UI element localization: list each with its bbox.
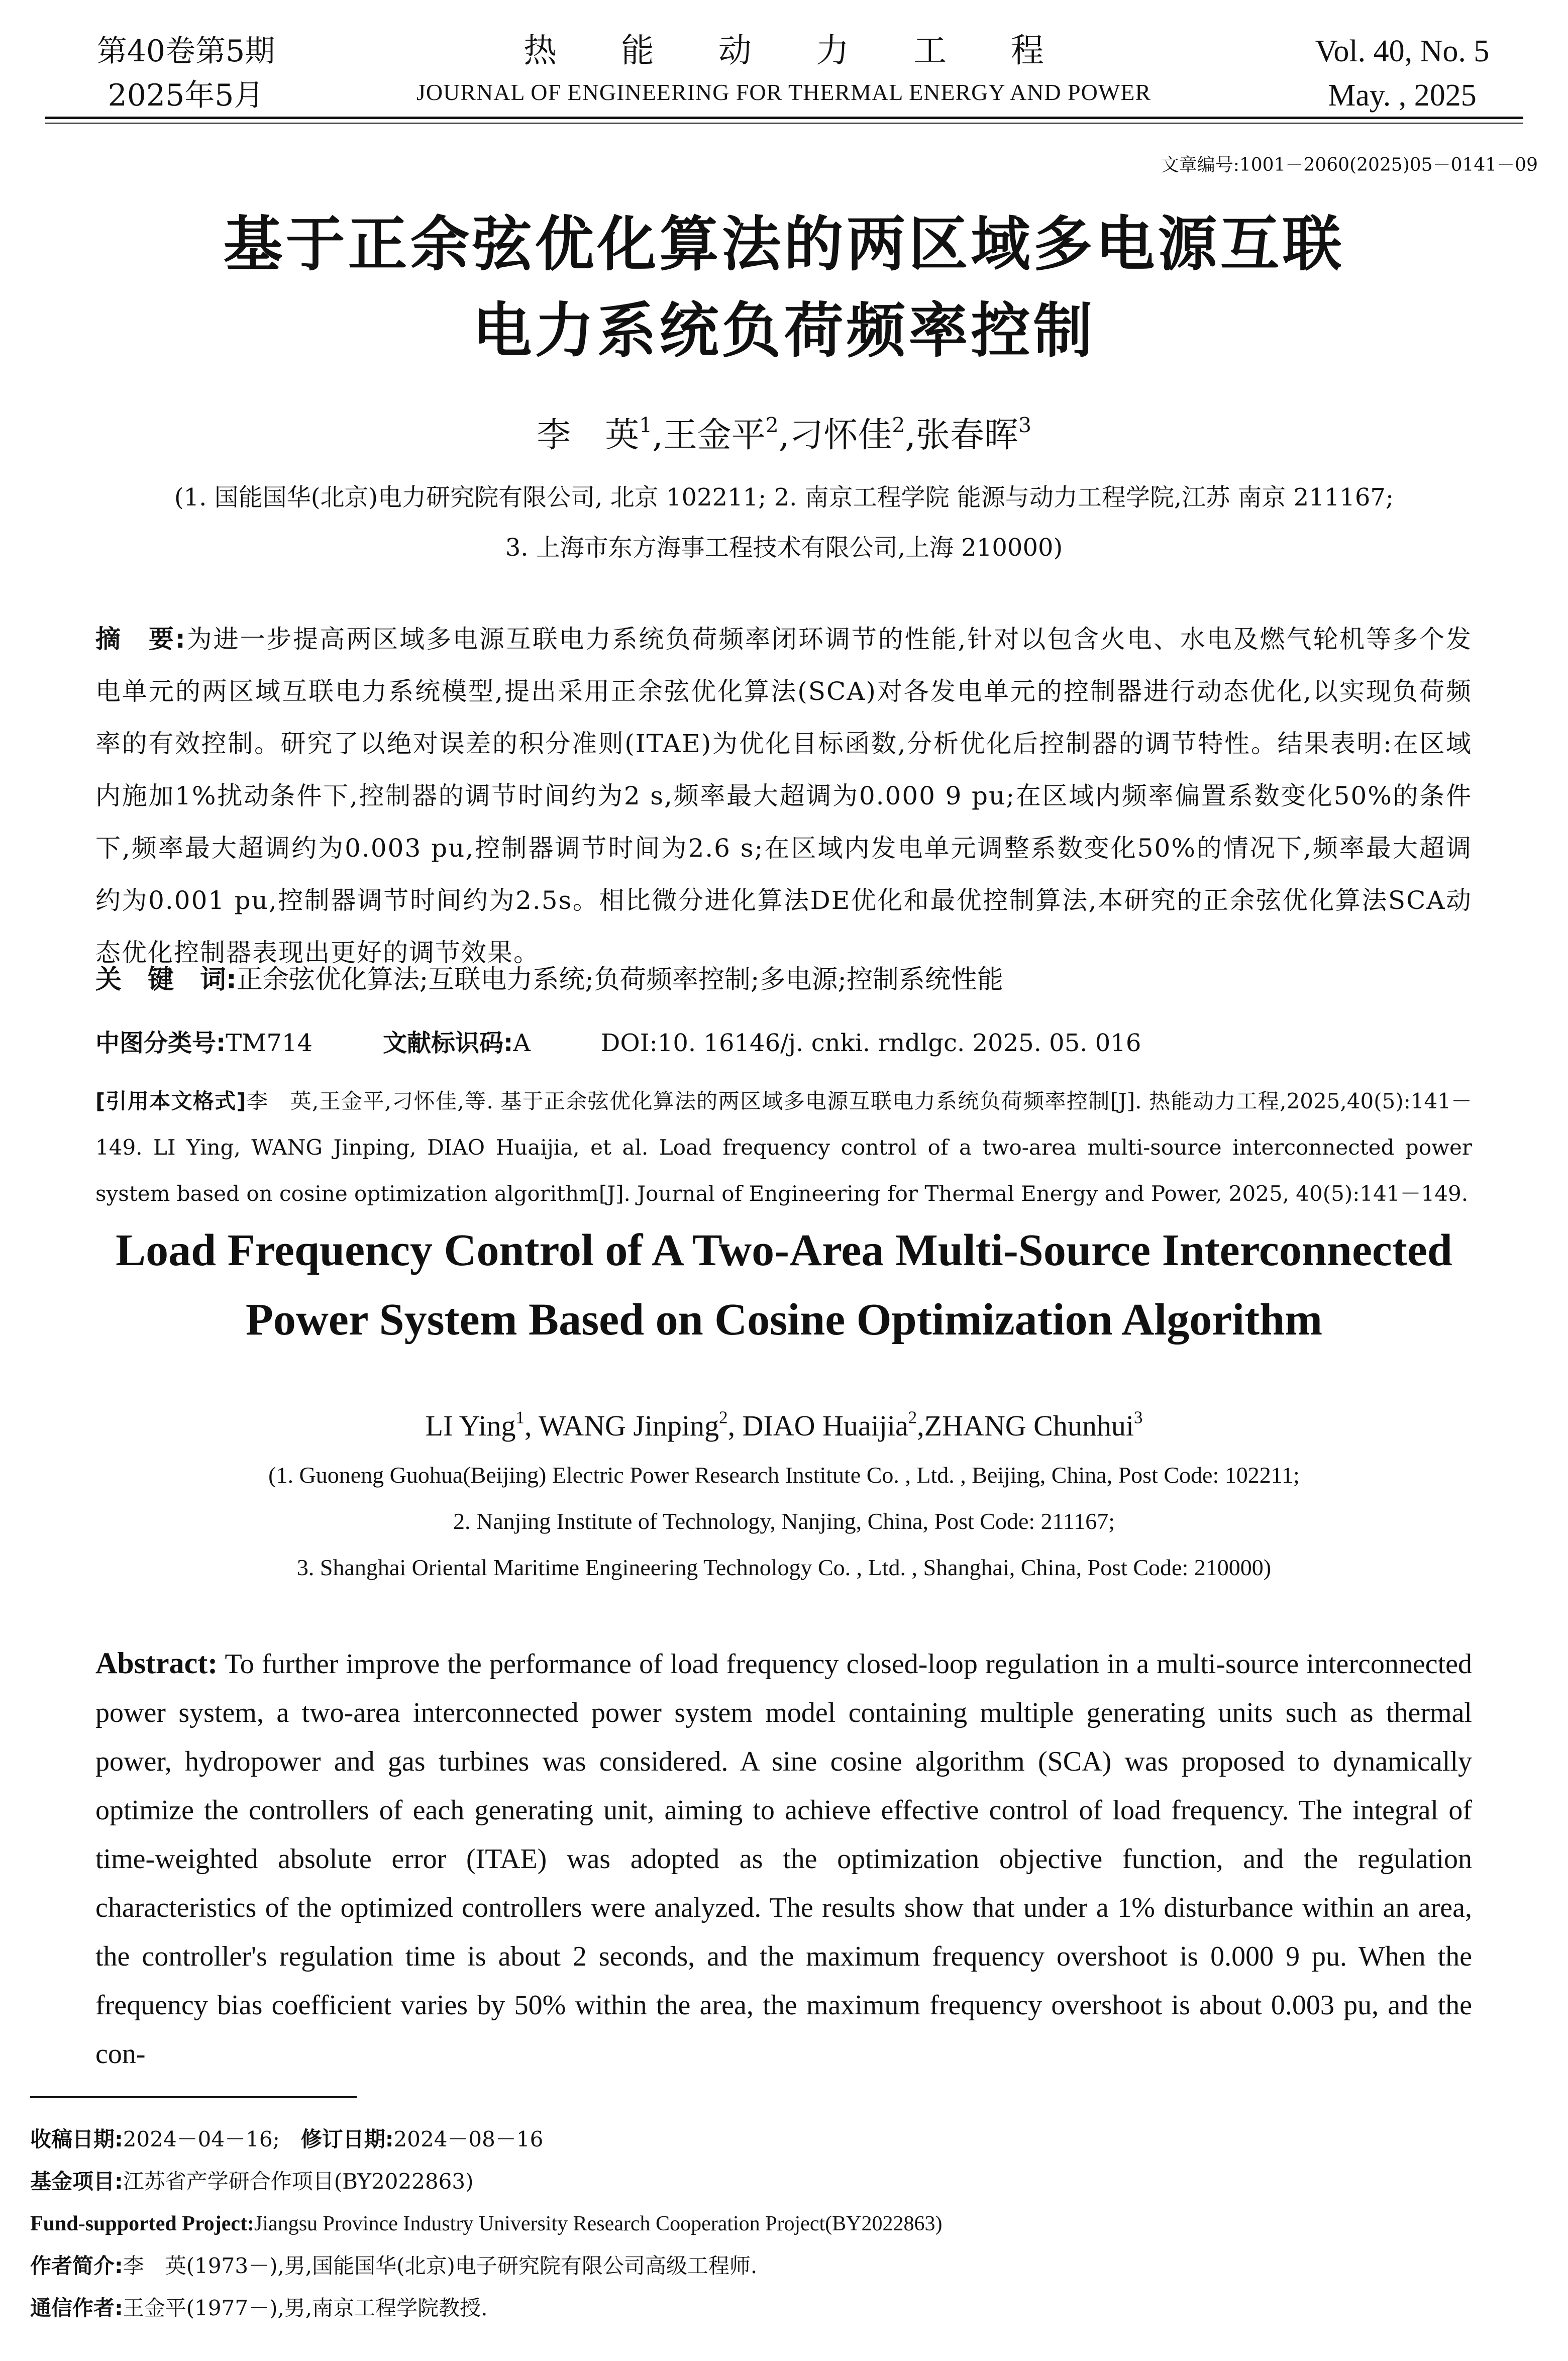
revised-label: 修订日期:: [300, 2127, 394, 2151]
author-en: ZHANG Chunhui: [924, 1409, 1134, 1442]
title-en: [0, 1216, 1568, 1355]
keywords-cn-text: 正余弦优化算法;互联电力系统;负荷频率控制;多电源;控制系统性能: [236, 965, 1003, 995]
footnote-rule: [30, 2096, 357, 2098]
abstract-en-text: To further improve the performance of load frequency closed-loop regulation in a multi-source interconnected power system, a two-area interconnected power system model containing multiple generating units such as thermal power, hydropower and gas turbines was considered. A sine cosine algorithm (SCA) was proposed to dynamically optimize the controllers of each generating unit, aiming to achieve effective control of load frequency. The integral of time-weighted absolute error (ITAE) was adopted as the optimization objective function, and the regulation characteristics of the optimized controllers were analyzed. The results show that under a 1% disturbance within an area, the controller's regulation time is about 2 seconds, and the maximum frequency overshoot is 0.000 9 pu. When the frequency bias coefficient varies by 50% within the area, the maximum frequency overshoot is about 0.003 pu, and the con-: [95, 1649, 1472, 2070]
affiliation-cn-line2: 3. 上海市东方海事工程技术有限公司,上海 210000): [505, 534, 1063, 562]
volume-issue-en: Vol. 40, No. 5: [1315, 34, 1490, 68]
doi-label: DOI:: [600, 1029, 658, 1057]
author-sup: 1: [515, 1407, 525, 1427]
keywords-cn-label: 关 键 词:: [95, 965, 237, 995]
abstract-cn-label: 摘 要:: [95, 625, 186, 654]
fund-en-label: Fund-supported Project:: [30, 2212, 255, 2235]
footnote-corresponding: [30, 2288, 1537, 2328]
citation-label: [引用本文格式]: [95, 1089, 246, 1113]
classification-line: [95, 1018, 1472, 1068]
footnote-fund-en: [30, 2204, 1537, 2244]
title-en-line2: Power System Based on Cosine Optimization Algorithm: [245, 1295, 1323, 1345]
author-cn: 王金平: [663, 416, 766, 455]
journal-name-cn: 热能动力工程: [524, 31, 1108, 70]
clc-label: 中图分类号:: [95, 1029, 226, 1057]
issue-info-cn: [65, 29, 306, 118]
doc-code-label: 文献标识码:: [382, 1029, 513, 1057]
received-label: 收稿日期:: [30, 2127, 123, 2151]
author-separator: ,: [524, 1409, 539, 1442]
date-en: May. , 2025: [1328, 78, 1477, 113]
author-cn: 张春晖: [915, 416, 1018, 455]
journal-name-en: JOURNAL OF ENGINEERING FOR THERMAL ENERGY AND POWER: [416, 79, 1152, 105]
received-date: 2024－04－16;: [123, 2127, 280, 2151]
article-number: 文章编号:1001－2060(2025)05－0141－09: [1161, 155, 1538, 175]
volume-issue-cn: 第40卷第5期: [96, 34, 275, 69]
citation-text: 李 英,王金平,刁怀佳,等. 基于正余弦优化算法的两区域多电源互联电力系统负荷频率控制[J]. 热能动力工程,2025,40(5):141－149. LI Ying, WANG Jinping, DIAO Huaijia, et al. Load frequency control of a two-area multi-source interconnected power system based on cosine optimization algorithm[J]. Journal of Engineering for Thermal Energy and Power, 2025, 40(5):141－149.: [95, 1089, 1472, 1206]
header-rule-thick: [45, 117, 1523, 119]
journal-name: [352, 29, 1216, 113]
keywords-cn: [95, 955, 1472, 1005]
fund-cn-label: 基金项目:: [30, 2169, 123, 2194]
abstract-cn-text: 为进一步提高两区域多电源互联电力系统负荷频率闭环调节的性能,针对以包含火电、水电及燃气轮机等多个发电单元的两区域互联电力系统模型,提出采用正余弦优化算法(SCA)对各发电单元的控制器进行动态优化,以实现负荷频率的有效控制。研究了以绝对误差的积分准则(ITAE)为优化目标函数,分析优化后控制器的调节特性。结果表明:在区域内施加1%扰动条件下,控制器的调节时间约为2 s,频率最大超调为0.000 9 pu;在区域内频率偏置系数变化50%的条件下,频率最大超调约为0.003 pu,控制器调节时间为2.6 s;在区域内发电单元调整系数变化50%的情况下,频率最大超调约为0.001 pu,控制器调节时间约为2.5s。相比微分进化算法DE优化和最优控制算法,本研究的正余弦优化算法SCA动态优化控制器表现出更好的调节效果。: [95, 625, 1472, 967]
corresponding-text: 王金平(1977－),男,南京工程学院教授.: [123, 2296, 488, 2320]
author-cn: 刁怀佳: [789, 416, 892, 455]
corresponding-label: 通信作者:: [30, 2296, 123, 2320]
author-bio-label: 作者简介:: [30, 2253, 123, 2278]
footnote-author-bio: [30, 2246, 1537, 2286]
doc-code-value: A: [513, 1029, 531, 1057]
title-cn-line2: 电力系统负荷频率控制: [472, 296, 1096, 365]
author-separator: ,: [727, 1409, 743, 1442]
author-sup: 2: [892, 413, 905, 438]
doi-value: 10. 16146/j. cnki. rndlgc. 2025. 05. 016: [657, 1029, 1141, 1057]
affiliation-en-line3: 3. Shanghai Oriental Maritime Engineering Technology Co. , Ltd. , Shanghai, China, Post Code: 210000): [296, 1555, 1272, 1580]
issue-info-en: [1297, 29, 1508, 118]
header-rule-thin: [45, 123, 1523, 124]
title-cn: [0, 201, 1568, 374]
abstract-cn: [95, 613, 1472, 979]
date-cn: 2025年5月: [108, 78, 264, 113]
citation-format: [95, 1078, 1472, 1217]
affiliation-cn-line1: (1. 国能国华(北京)电力研究院有限公司, 北京 102211; 2. 南京工程学院 能源与动力工程学院,江苏 南京 211167;: [174, 483, 1394, 511]
revised-date: 2024－08－16: [393, 2127, 544, 2151]
abstract-en-label: Abstract:: [95, 1647, 218, 1680]
author-sup: 3: [1018, 413, 1031, 438]
author-sup: 2: [908, 1407, 917, 1427]
footnote-dates: [30, 2119, 1537, 2160]
fund-cn-text: 江苏省产学研合作项目(BY2022863): [123, 2169, 474, 2194]
author-sup: 2: [719, 1407, 728, 1427]
author-en: DIAO Huaijia: [742, 1409, 908, 1442]
affiliations-en: [0, 1452, 1568, 1591]
affiliation-en-line1: (1. Guoneng Guohua(Beijing) Electric Power Research Institute Co. , Ltd. , Beijing, China, Post Code: 102211;: [268, 1462, 1300, 1488]
authors-cn: 李 英$^1$,王金平$^2$,刁怀佳$^2$,张春晖$^3$: [537, 413, 1031, 455]
title-en-line1: Load Frequency Control of A Two-Area Multi-Source Interconnected: [116, 1225, 1452, 1275]
author-separator: ,: [917, 1409, 924, 1442]
abstract-en: [95, 1639, 1472, 2079]
authors-en: [0, 1402, 1568, 1450]
author-cn: 李 英: [537, 416, 640, 455]
footnote-fund-cn: [30, 2162, 1537, 2202]
clc-value: TM714: [226, 1029, 312, 1057]
affiliation-en-line2: 2. Nanjing Institute of Technology, Nanjing, China, Post Code: 211167;: [453, 1508, 1115, 1534]
author-sup: 2: [765, 413, 779, 438]
title-cn-line1: 基于正余弦优化算法的两区域多电源互联: [223, 210, 1345, 279]
author-en: WANG Jinping: [538, 1409, 719, 1442]
running-header: [0, 24, 1568, 125]
author-sup: 3: [1133, 1407, 1143, 1427]
author-bio-text: 李 英(1973－),男,国能国华(北京)电子研究院有限公司高级工程师.: [123, 2253, 758, 2278]
author-en: LI Ying: [425, 1409, 516, 1442]
affiliations-cn: [0, 472, 1568, 573]
fund-en-text: Jiangsu Province Industry University Research Cooperation Project(BY2022863): [254, 2212, 943, 2235]
author-sup: 1: [639, 413, 653, 438]
